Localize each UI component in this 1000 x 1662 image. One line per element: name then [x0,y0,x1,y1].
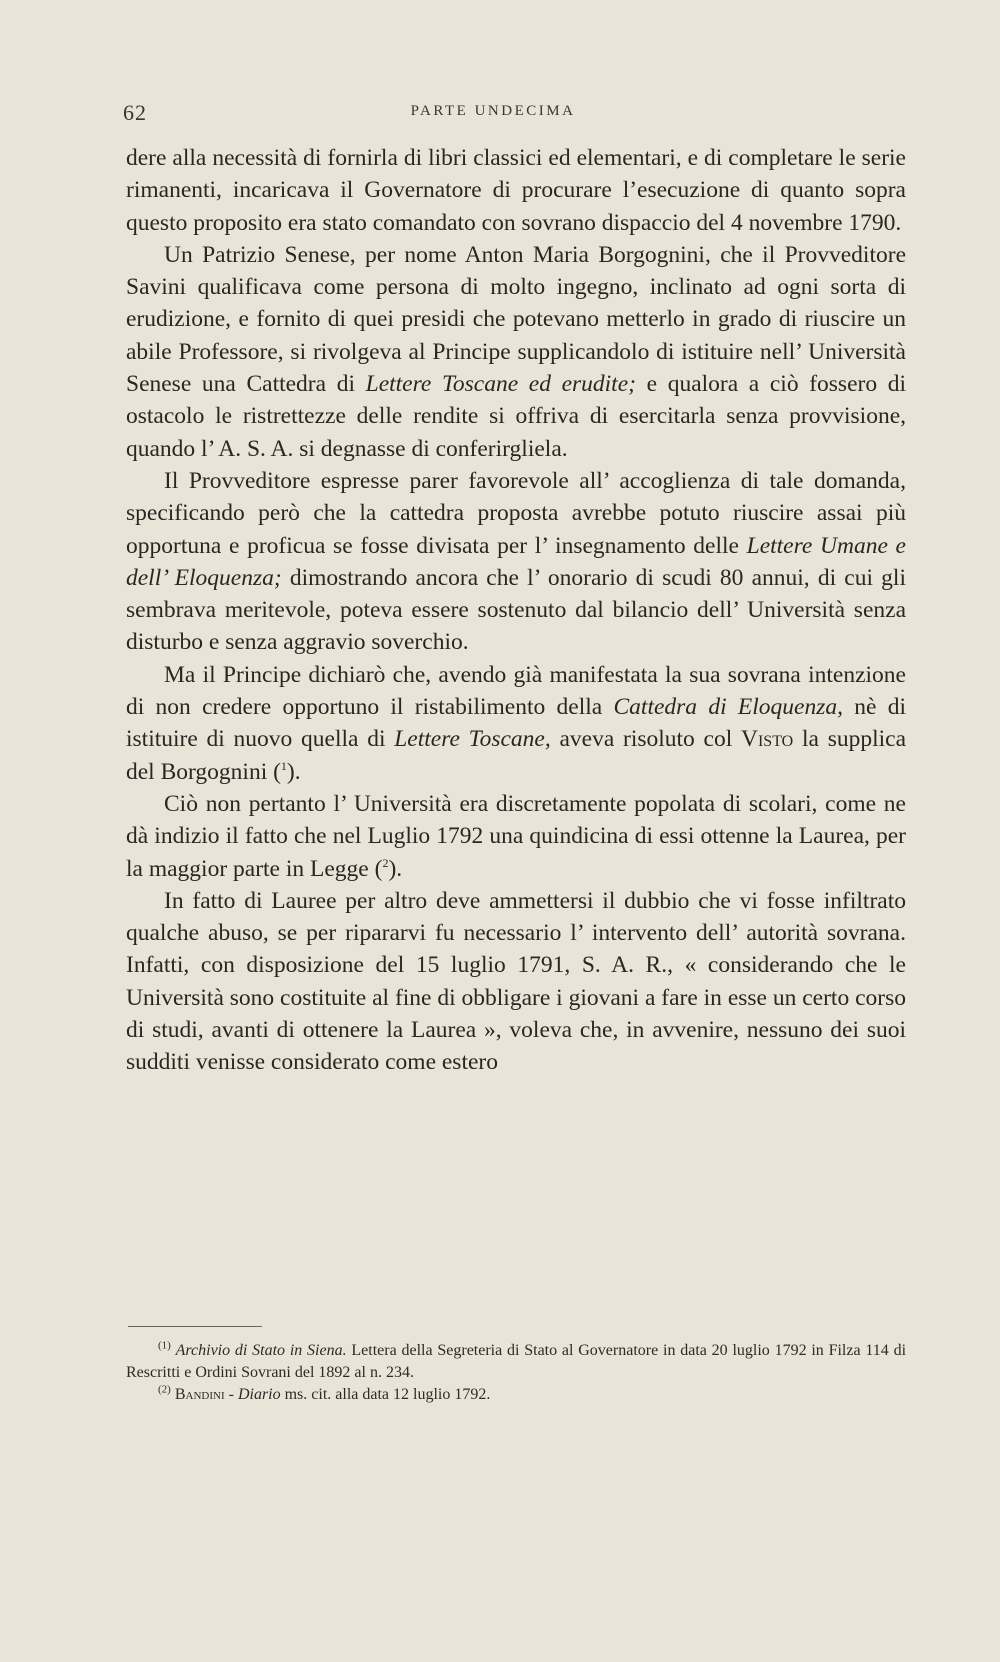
footnote-2 [126,1384,906,1406]
body-text [126,142,906,1079]
paragraph-4-text-c: aveva risoluto col [550,726,741,753]
paragraph-2 [126,239,906,465]
footnote-ref-1: 1 [280,758,287,773]
paragraph-3-text-a: Il Provveditore espresse parer favorevole all’ accoglienza di tale domanda, specificando però che la cattedra proposta avrebbe potuto riuscire assai più opportuna e proficua se fosse divisata per l’ insegnamento delle [126,467,906,559]
paragraph-2-text-b: e qualora a ciò fossero di ostacolo le ristrettezze delle rendite si offriva di esercitarla senza provvisione, quando l’ A. S. A. si degnasse di conferirgliela. [126,371,907,462]
footnote-1-label: (1) [158,1339,171,1352]
paragraph-6-text: In fatto di Lauree per altro deve ammettersi il dubbio che vi fosse infiltrato qualche abuso, se per ripararvi fu necessario l’ intervento dell’ autorità sovrana. Infatti, con disposizione del 15 luglio 1791, S. A. R., « considerando che le Università sono costituite al fine di obbligare i giovani a fare in esse un certo corso di studi, avanti di ottenere la Laurea », voleva che, in avvenire, nessuno dei suoi sudditi venisse considerato come estero [126,887,906,1076]
paragraph-1 [126,142,906,239]
footnote-1-text: Lettera della Segreteria di Stato al Governatore in data 20 luglio 1792 in Filza 114 di Rescritti e Ordini Sovrani del 1892 al n. 234. [126,1342,907,1381]
footnotes [126,1340,906,1406]
paragraph-3 [126,465,906,659]
italic-lettere-toscane: Lettere Toscane, [394,726,551,753]
paragraph-4 [126,659,906,788]
paragraph-1-text: dere alla necessità di fornirla di libri classici ed elementari, e di completare le serie rimanenti, incaricava il Governatore di procurare l’esecuzione di quanto sopra questo proposito era stato comandato con sovrano dispaccio del 4 novembre 1790. [126,145,906,236]
italic-eloquenza: Cattedra di Eloquenza, [613,694,843,721]
footnote-rule [128,1326,262,1327]
paragraph-3-text-b: dimostrando ancora che l’ onorario di scudi 80 annui, di cui gli sembrava meritevole, poteva essere sostenuto dal bilancio dell’ Università senza disturbo e senza aggravio soverchio. [126,564,906,656]
section-title: PARTE UNDECIMA [410,103,576,119]
paragraph-5 [126,788,906,885]
paragraph-4-text-e: ). [286,758,301,785]
footnote-2-work: Diario [237,1386,281,1403]
footnote-ref-2: 2 [382,855,389,870]
page-number: 62 [123,100,147,125]
running-head [123,100,903,130]
footnote-1-source: Archivio di Stato in Siena. [175,1342,347,1359]
paragraph-6 [126,885,906,1079]
paragraph-5-text-a: Ciò non pertanto l’ Università era discretamente popolata di scolari, come ne dà indizio il fatto che nel Luglio 1792 una quindicina di essi ottenne la Laurea, per la maggior parte in Legge ( [126,790,906,882]
visto-smallcaps: Visto [741,726,794,753]
paragraph-5-text-b: ). [388,855,403,882]
footnote-2-text: ms. cit. alla data 12 luglio 1792. [280,1386,491,1403]
paragraph-4-text-d: la supplica del Borgognini ( [126,726,907,785]
footnote-2-author: Bandini [174,1386,225,1403]
paragraph-4-text-b: nè di istituire di nuovo quella di [126,694,906,753]
footnote-1 [126,1340,906,1384]
paragraph-4-text-a: Ma il Principe dichiarò che, avendo già manifestata la sua sovrana intenzione di non credere opportuno il ristabilimento della [126,661,906,721]
italic-teaching-title: Lettere Umane e dell’ Eloquenza; [126,532,906,591]
footnote-2-label: (2) [158,1383,171,1396]
paragraph-2-text-a: Un Patrizio Senese, per nome Anton Maria Borgognini, che il Provveditore Savini qualificava come persona di molto ingegno, inclinato ad ogni sorta di erudizione, e fornito di quei presidi che potevano metterlo in grado di riuscire un abile Professore, si rivolgeva al Principe supplicandolo di istituire nell’ Università Senese una Cattedra di [126,241,906,398]
italic-chair-title: Lettere Toscane ed erudite; [365,371,636,398]
footnote-2-separator: - [224,1386,238,1403]
